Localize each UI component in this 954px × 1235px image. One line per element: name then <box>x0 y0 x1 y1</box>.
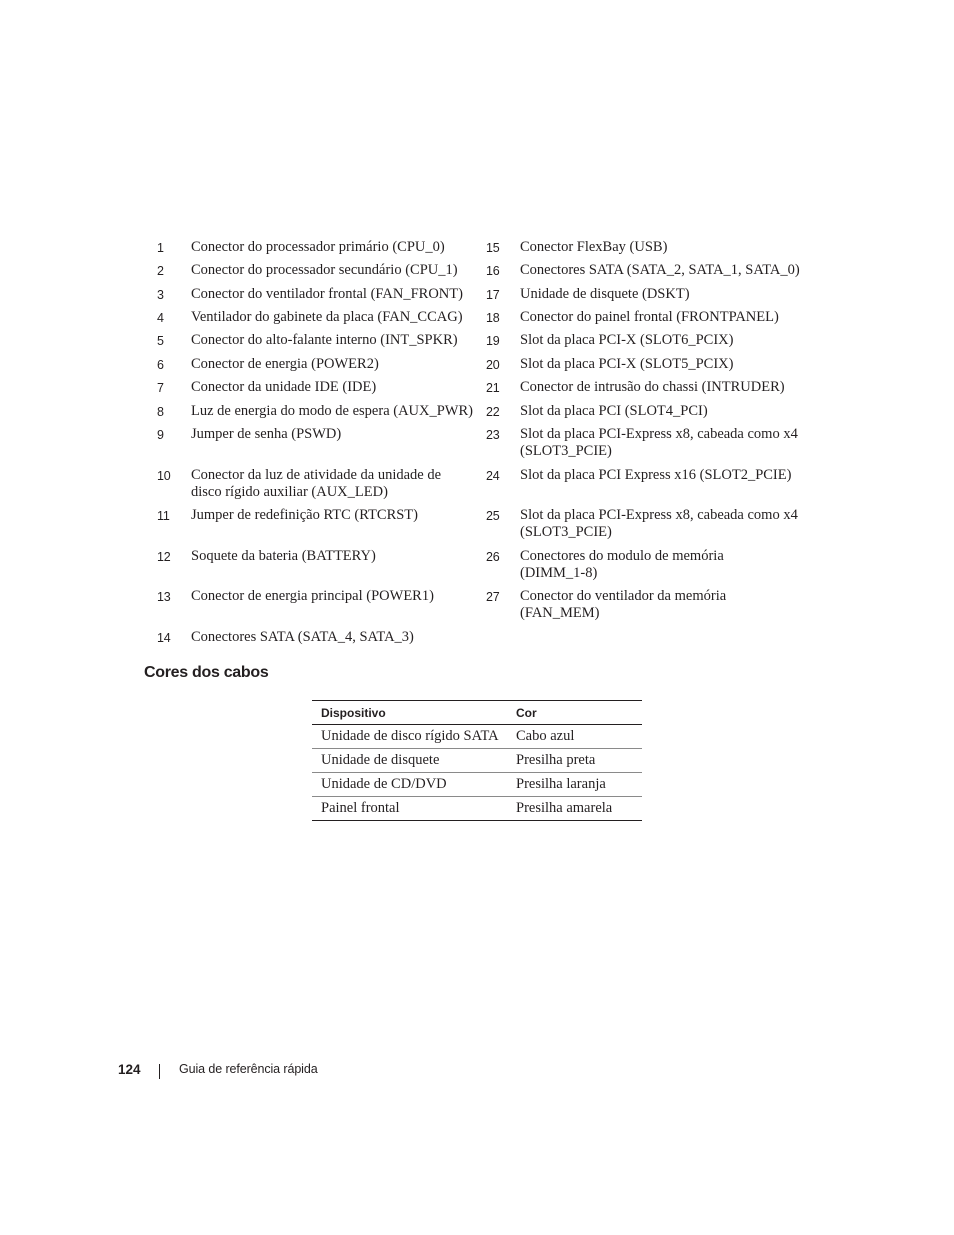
legend-text: Conector da luz de atividade da unidade de disco rígido auxiliar (AUX_LED) <box>191 467 442 500</box>
legend-text: Slot da placa PCI-X (SLOT6_PCIX) <box>520 332 734 348</box>
legend-text: Conector de energia (POWER2) <box>191 356 379 372</box>
legend-text: Slot da placa PCI-Express x8, cabeada como x4 (SLOT3_PCIE) <box>520 507 798 540</box>
legend-text: Soquete da bateria (BATTERY) <box>191 548 376 564</box>
legend-text: Conector do painel frontal (FRONTPANEL) <box>520 309 779 325</box>
legend-number: 27 <box>486 590 500 604</box>
color-cell: Presilha laranja <box>507 773 642 797</box>
legend-number: 6 <box>157 358 164 372</box>
legend-number: 3 <box>157 288 164 302</box>
legend-number: 10 <box>157 469 171 483</box>
legend-number: 16 <box>486 264 500 278</box>
legend-text: Luz de energia do modo de espera (AUX_PWR) <box>191 403 473 419</box>
legend-number: 18 <box>486 311 500 325</box>
column-header-color: Cor <box>507 701 642 725</box>
legend-text: Jumper de redefinição RTC (RTCRST) <box>191 507 418 523</box>
cable-colors-table <box>312 700 642 821</box>
table-header-row <box>312 701 642 725</box>
legend-number: 1 <box>157 241 164 255</box>
legend-text: Unidade de disquete (DSKT) <box>520 286 690 302</box>
legend-number: 17 <box>486 288 500 302</box>
legend-text: Slot da placa PCI (SLOT4_PCI) <box>520 403 708 419</box>
legend-text: Conector do ventilador da memória (FAN_MEM) <box>520 588 727 621</box>
column-header-device: Dispositivo <box>312 701 507 725</box>
legend-number: 22 <box>486 405 500 419</box>
legend-number: 20 <box>486 358 500 372</box>
table-row <box>312 797 642 821</box>
legend-number: 21 <box>486 381 500 395</box>
legend-number: 2 <box>157 264 164 278</box>
legend-text: Conector do processador secundário (CPU_1) <box>191 262 458 278</box>
footer-title: Guia de referência rápida <box>179 1062 318 1076</box>
legend-text: Conectores SATA (SATA_4, SATA_3) <box>191 629 414 645</box>
table-row <box>312 749 642 773</box>
legend-text: Ventilador do gabinete da placa (FAN_CCAG) <box>191 309 463 325</box>
legend-number: 26 <box>486 550 500 564</box>
legend-text: Conector FlexBay (USB) <box>520 239 668 255</box>
legend-number: 9 <box>157 428 164 442</box>
legend-text: Conector do alto-falante interno (INT_SPKR) <box>191 332 458 348</box>
legend-number: 13 <box>157 590 171 604</box>
legend-number: 8 <box>157 405 164 419</box>
legend-number: 23 <box>486 428 500 442</box>
section-heading: Cores dos cabos <box>144 664 269 681</box>
table-row <box>312 773 642 797</box>
legend-text: Slot da placa PCI Express x16 (SLOT2_PCIE) <box>520 467 792 483</box>
color-cell: Presilha preta <box>507 749 642 773</box>
legend-number: 7 <box>157 381 164 395</box>
device-cell: Unidade de CD/DVD <box>312 773 507 797</box>
legend-text: Conector da unidade IDE (IDE) <box>191 379 377 395</box>
legend-number: 14 <box>157 631 171 645</box>
device-cell: Unidade de disquete <box>312 749 507 773</box>
legend-text: Conector do processador primário (CPU_0) <box>191 239 445 255</box>
legend-text: Conector de energia principal (POWER1) <box>191 588 434 604</box>
legend-number: 4 <box>157 311 164 325</box>
table-row <box>312 725 642 749</box>
color-cell: Cabo azul <box>516 728 575 744</box>
legend-text: Conectores do modulo de memória (DIMM_1-8) <box>520 548 724 581</box>
device-cell: Unidade de disco rígido SATA <box>321 728 499 744</box>
legend-number: 12 <box>157 550 171 564</box>
legend-number: 19 <box>486 334 500 348</box>
legend-text: Slot da placa PCI-Express x8, cabeada como x4 (SLOT3_PCIE) <box>520 426 798 459</box>
legend-text: Conector de intrusão do chassi (INTRUDER) <box>520 379 785 395</box>
device-cell: Painel frontal <box>312 797 507 821</box>
legend-number: 24 <box>486 469 500 483</box>
color-cell: Presilha amarela <box>507 797 642 821</box>
legend-text: Conector do ventilador frontal (FAN_FRONT) <box>191 286 463 302</box>
footer-divider <box>159 1064 160 1079</box>
legend-number: 11 <box>157 509 170 523</box>
legend-number: 25 <box>486 509 500 523</box>
page-number: 124 <box>118 1062 141 1077</box>
legend-number: 15 <box>486 241 500 255</box>
legend-number: 5 <box>157 334 164 348</box>
legend-text: Conectores SATA (SATA_2, SATA_1, SATA_0) <box>520 262 800 278</box>
legend-text: Slot da placa PCI-X (SLOT5_PCIX) <box>520 356 734 372</box>
legend-text: Jumper de senha (PSWD) <box>191 426 342 442</box>
